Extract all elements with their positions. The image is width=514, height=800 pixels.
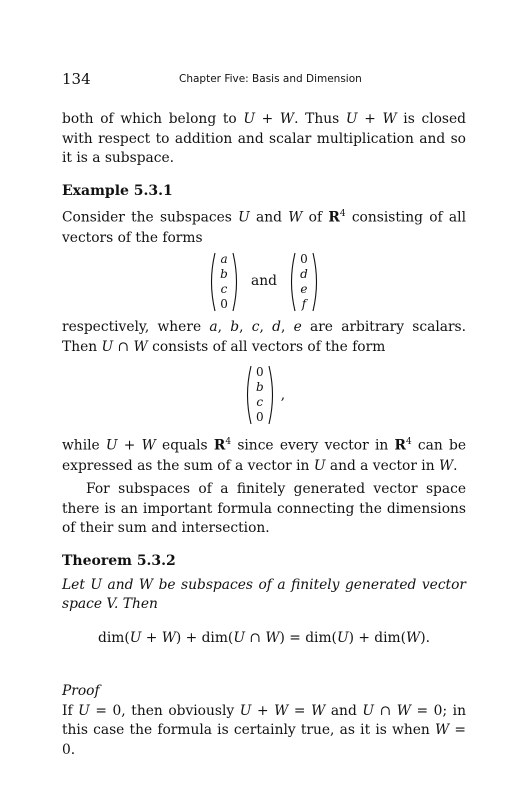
vector-w-entry: 0 <box>300 252 308 267</box>
vector-w <box>287 252 321 312</box>
example-heading: Example 5.3.1 <box>62 182 173 199</box>
vector-u <box>207 252 241 312</box>
vector-u-entry: c <box>220 282 228 297</box>
paragraph-sum: while U + W equals $R^4$ since every vector in $R^4$ can be expressed as the sum of a vector in U and a vector in W. <box>62 437 466 474</box>
vector-forms <box>62 252 466 312</box>
vector-u-entry: 0 <box>220 297 228 312</box>
vector-w-entry: f <box>301 297 307 312</box>
vector-intersection: 0 b c 0 , <box>62 365 466 425</box>
paragraph-intersection: respectively, where a, b, c, d, e are arbitrary scalars. Then U ∩ W consists of all vectors of the form <box>62 319 467 355</box>
paragraph-formula-intro: For subspaces of a finitely generated vector space there is an important formula connecting the dimensions of their sum and intersection. <box>62 481 466 537</box>
vector-w-entry: e <box>300 282 308 297</box>
theorem-statement: Let U and W be subspaces of a finitely generated vector space V. Then <box>62 576 466 613</box>
page-number: 134 <box>62 70 91 88</box>
vector-w-entry: d <box>300 267 308 282</box>
example-statement: Consider the subspaces U and W of $R^4$ consisting of all vectors of the forms <box>62 209 466 246</box>
page-body <box>62 110 466 761</box>
vector-cap-entry: 0 <box>255 410 264 425</box>
dimension-formula: dim(U + W) + dim(U ∩ W) = dim(U) + dim(W). <box>98 629 430 646</box>
page-header <box>62 70 466 90</box>
vector-u-entry: b <box>220 267 228 282</box>
vector-cap-entry: c <box>256 395 264 410</box>
running-title: Chapter Five: Basis and Dimension <box>179 73 362 85</box>
vector-u-entry: a <box>220 252 228 267</box>
paragraph-intro: both of which belong to U + W. Thus U + W is closed with respect to addition and scalar multiplication and so it is a subspace. <box>62 111 466 167</box>
vector-cap-entry: 0 <box>255 365 264 380</box>
proof-title: Proof <box>62 683 100 700</box>
theorem-heading: Theorem 5.3.2 <box>62 552 176 569</box>
proof-text: If U = 0, then obviously U + W = W and U ∩ W = 0; in this case the formula is certainly true, as it is when W = 0. <box>62 702 466 759</box>
vector-cap-entry: b <box>255 380 264 395</box>
and-word: and <box>251 273 277 290</box>
vector-u-cap-w <box>243 365 277 425</box>
